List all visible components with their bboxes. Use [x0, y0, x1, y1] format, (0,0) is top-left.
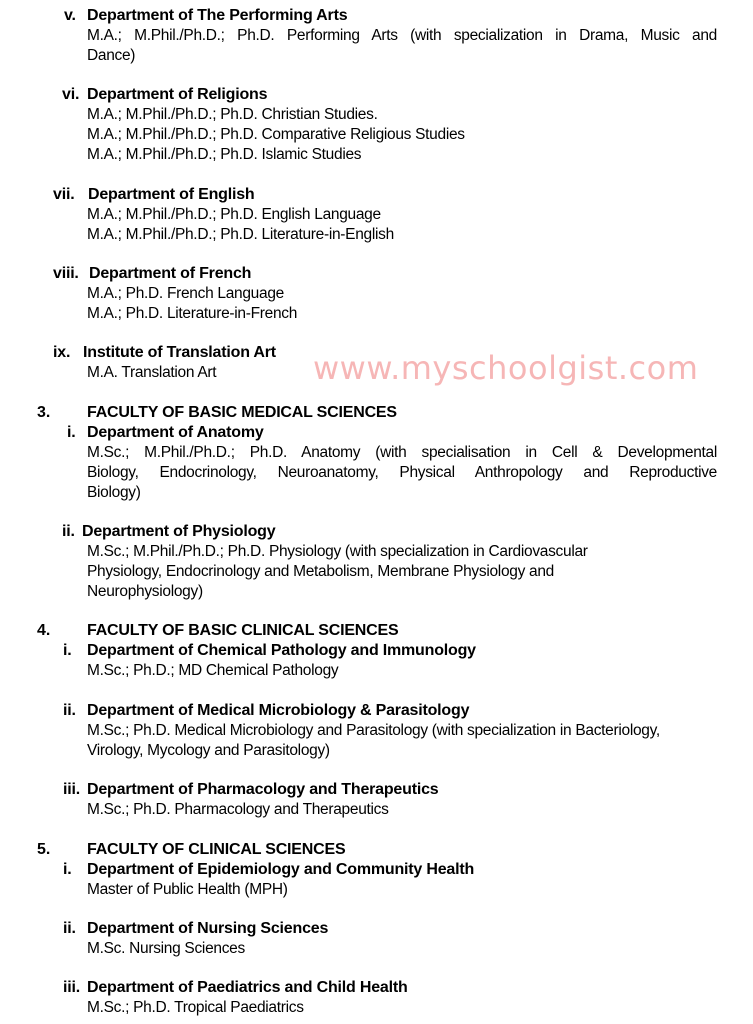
dept-numeral: ii. [62, 523, 75, 540]
dept-numeral: v. [64, 7, 76, 24]
dept-title: Department of English [88, 186, 255, 203]
dept-numeral: i. [63, 861, 72, 878]
dept-numeral: vi. [62, 86, 80, 103]
programme-line: Neurophysiology) [87, 583, 203, 600]
dept-title: Department of Religions [87, 86, 268, 103]
programme-line: Biology, Endocrinology, Neuroanatomy, Physical Anthropology and Reproductive [87, 464, 717, 481]
programme-line: M.A.; M.Phil./Ph.D.; Ph.D. Christian Studies. [87, 106, 378, 123]
programme-line: Physiology, Endocrinology and Metabolism, Membrane Physiology and [87, 563, 555, 580]
programme-line: M.Sc.; Ph.D.; MD Chemical Pathology [87, 662, 339, 679]
dept-title: Department of Paediatrics and Child Health [87, 979, 408, 996]
dept-title: Department of Pharmacology and Therapeutics [87, 781, 439, 798]
dept-title: Department of The Performing Arts [87, 7, 348, 24]
programme-line: Dance) [87, 47, 136, 64]
programme-line: Master of Public Health (MPH) [87, 881, 288, 898]
programme-line: M.A.; M.Phil./Ph.D.; Ph.D. Performing Arts (with specialization in Drama, Music and [87, 27, 717, 44]
programme-line: M.A. Translation Art [87, 364, 217, 381]
programme-line: Biology) [87, 484, 141, 501]
faculty-title: FACULTY OF BASIC CLINICAL SCIENCES [87, 622, 399, 639]
programme-line: M.A.; M.Phil./Ph.D.; Ph.D. English Language [87, 206, 381, 223]
dept-numeral: i. [63, 642, 72, 659]
dept-numeral: iii. [63, 979, 80, 996]
programme-line: M.A.; M.Phil./Ph.D.; Ph.D. Comparative Religious Studies [87, 126, 465, 143]
programme-line: M.Sc.; Ph.D. Medical Microbiology and Parasitology (with specialization in Bacteriology, [87, 722, 660, 739]
programme-line: M.A.; M.Phil./Ph.D.; Ph.D. Islamic Studies [87, 146, 362, 163]
programme-line: M.Sc.; M.Phil./Ph.D.; Ph.D. Anatomy (with specialisation in Cell & Developmental [87, 444, 717, 461]
dept-title: Department of Anatomy [87, 424, 264, 441]
programme-line: M.Sc.; M.Phil./Ph.D.; Ph.D. Physiology (with specialization in Cardiovascular [87, 543, 588, 560]
faculty-title: FACULTY OF BASIC MEDICAL SCIENCES [87, 404, 397, 421]
dept-numeral: ii. [63, 920, 76, 937]
dept-title: Department of Nursing Sciences [87, 920, 329, 937]
faculty-number: 3. [37, 404, 51, 421]
programme-line: M.A.; Ph.D. French Language [87, 285, 284, 302]
faculty-number: 4. [37, 622, 51, 639]
dept-numeral: vii. [53, 186, 75, 203]
dept-numeral: ix. [53, 344, 71, 361]
programme-line: M.Sc.; Ph.D. Pharmacology and Therapeutics [87, 801, 389, 818]
dept-title: Department of Chemical Pathology and Immunology [87, 642, 476, 659]
programme-line: Virology, Mycology and Parasitology) [87, 742, 330, 759]
dept-numeral: iii. [63, 781, 80, 798]
watermark: www.myschoolgist.com [313, 349, 699, 387]
programme-line: M.A.; M.Phil./Ph.D.; Ph.D. Literature-in-English [87, 226, 394, 243]
programme-line: M.Sc. Nursing Sciences [87, 940, 245, 957]
dept-numeral: ii. [63, 702, 76, 719]
dept-title: Department of French [89, 265, 252, 282]
dept-numeral: viii. [53, 265, 79, 282]
dept-title: Institute of Translation Art [83, 344, 276, 361]
dept-title: Department of Epidemiology and Community Health [87, 861, 475, 878]
faculty-number: 5. [37, 841, 51, 858]
dept-numeral: i. [67, 424, 76, 441]
programme-line: M.A.; Ph.D. Literature-in-French [87, 305, 298, 322]
dept-title: Department of Physiology [82, 523, 276, 540]
dept-title: Department of Medical Microbiology & Parasitology [87, 702, 470, 719]
faculty-title: FACULTY OF CLINICAL SCIENCES [87, 841, 346, 858]
programme-line: M.Sc.; Ph.D. Tropical Paediatrics [87, 999, 304, 1016]
